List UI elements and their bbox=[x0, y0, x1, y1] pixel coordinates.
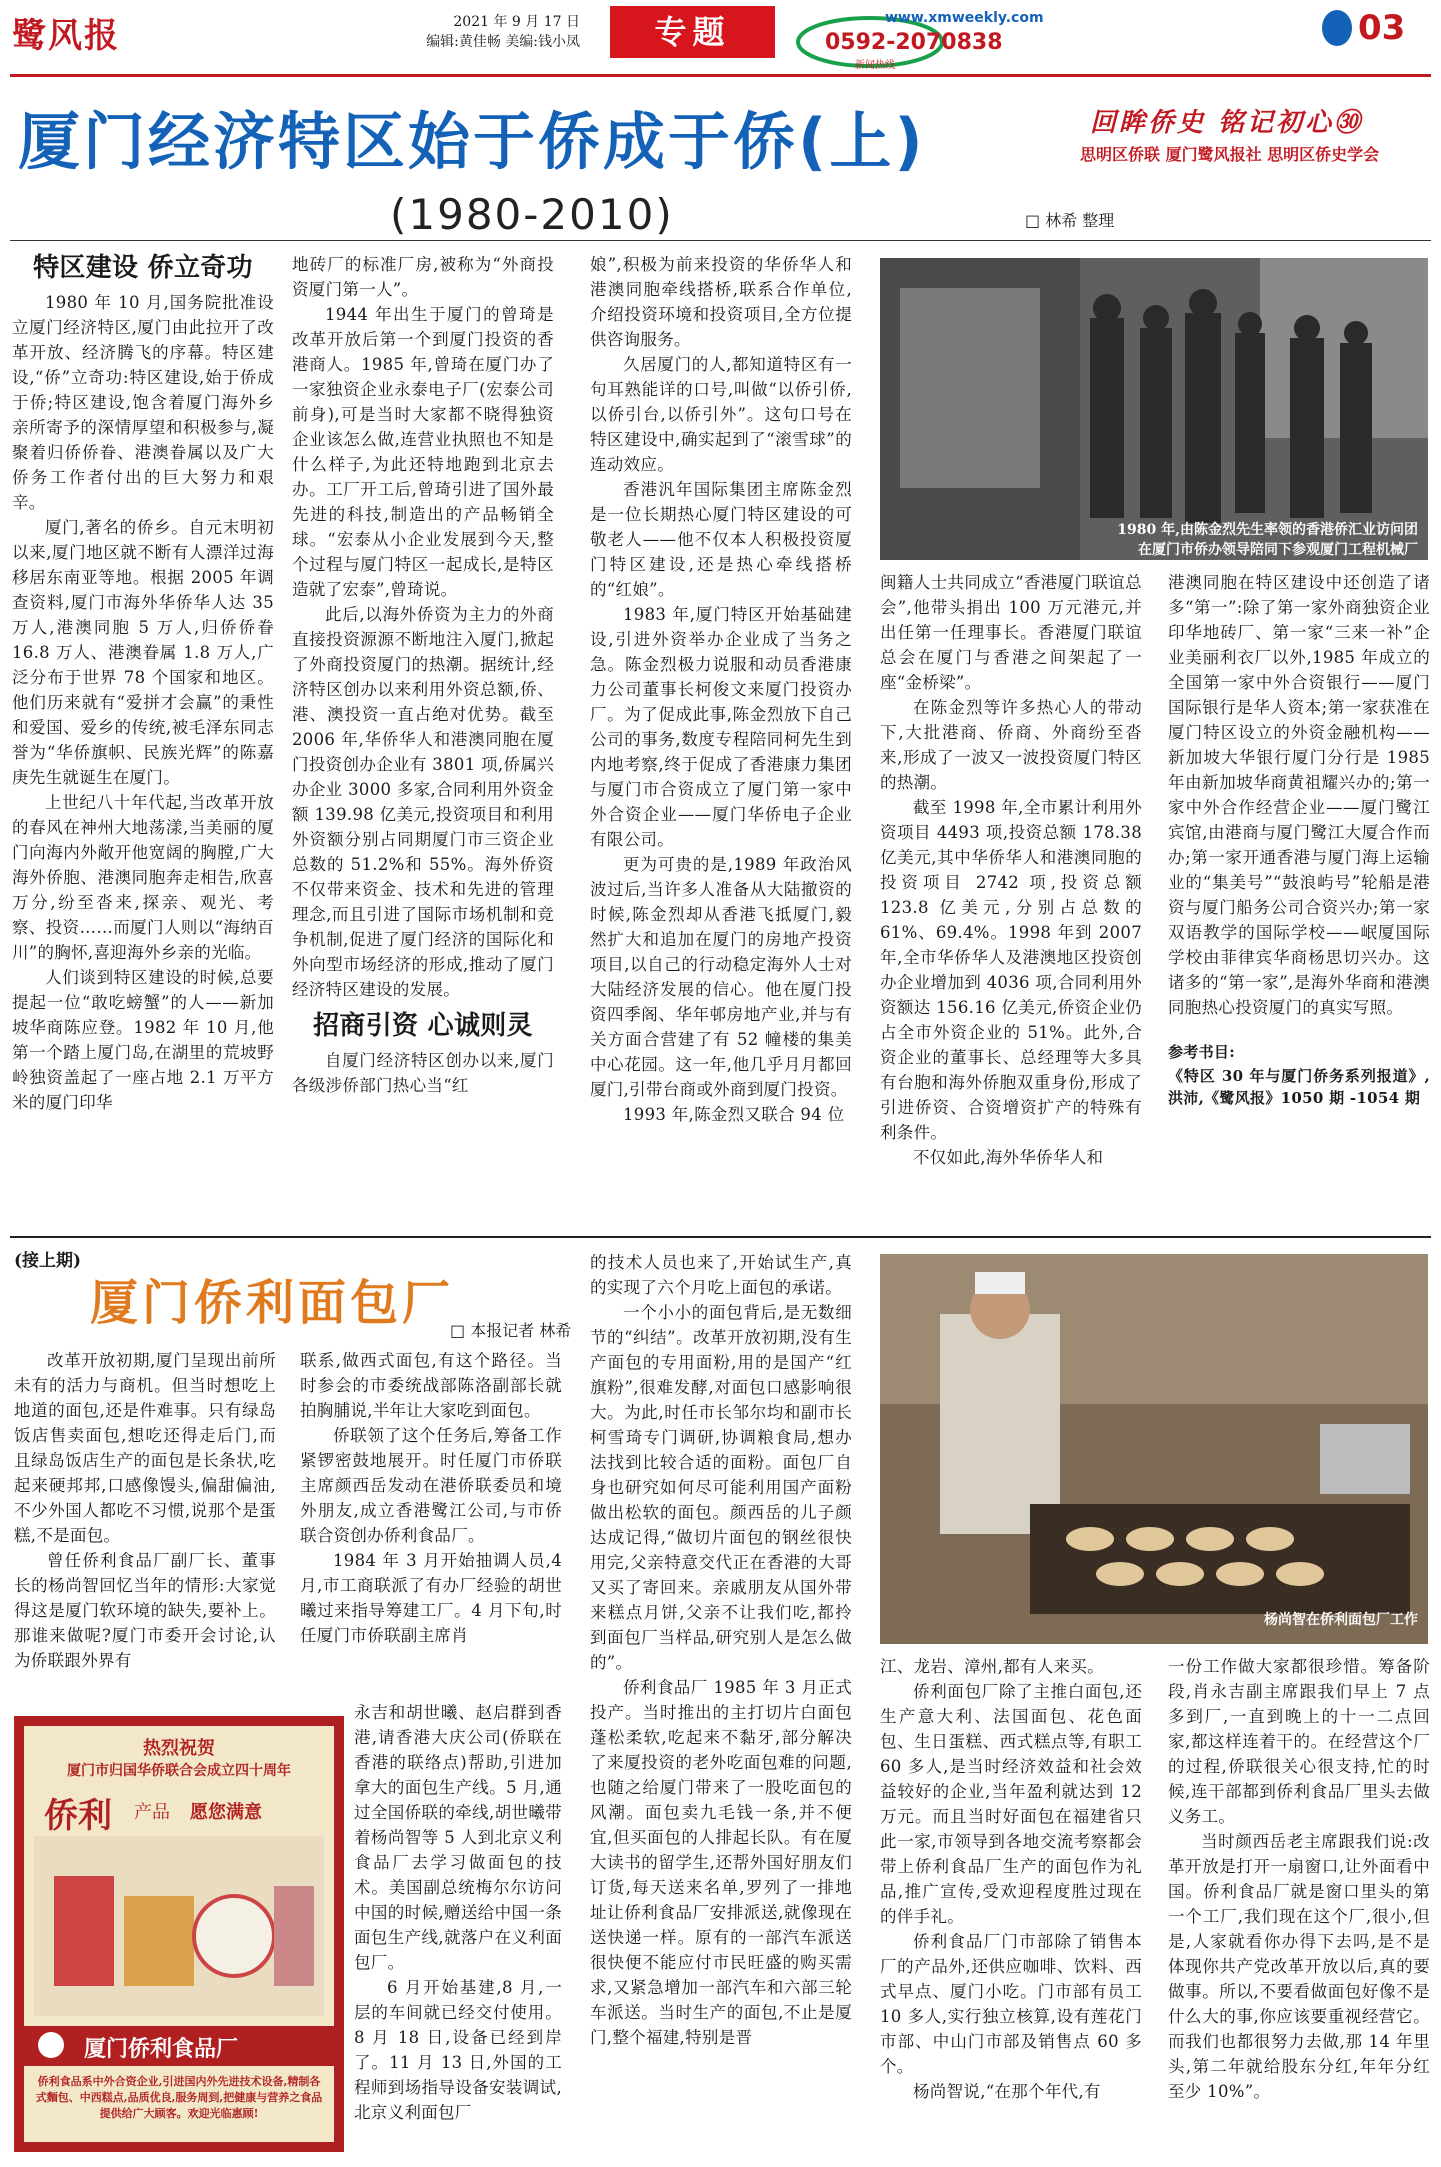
paragraph: 1980 年 10 月,国务院批准设立厦门经济特区,厦门由此拉开了改革开放、经济腾飞的序幕。特区建设,“侨”立奇功:特区建设,始于侨成于侨;特区建设,饱含着厦门海外乡亲所寄予的深情厚望和积极参与,凝聚着归侨侨眷、港澳眷属以及广大侨务工作者付出的巨大努力和艰辛。 bbox=[12, 293, 274, 512]
article1-column-2 bbox=[292, 252, 554, 1098]
ad-company-name: 厦门侨利食品厂 bbox=[84, 2036, 239, 2062]
article1-column-3 bbox=[590, 252, 852, 1127]
paragraph: 一个小小的面包背后,是无数细节的“纠结”。改革开放初期,没有生产面包的专用面粉,用的是国产“红旗粉”,很难发酵,对面包口感影响很大。为此,时任市长邹尔均和副市长柯雪琦专门调研,协调粮食局,想办法找到比较合适的面粉。面包厂自身也研究如何尽可能利用国产面粉做出松软的面包。颜西岳的儿子颜达成记得,“做切片面包的钢丝很快用完,父亲特意交代正在香港的大哥又买了寄回来。亲戚朋友从国外带来糕点月饼,父亲不让我们吃,都拎到面包厂当样品,研究别人是怎么做的”。 bbox=[590, 1303, 852, 1672]
paragraph: 一份工作做大家都很珍惜。筹备阶段,肖永吉副主席跟我们早上 7 点多到厂,一直到晚上的十一二点回家,都这样连着干的。在经营这个厂的过程,侨联很关心很支持,忙的时候,连干部都到侨利食品厂里头去做义务工。 bbox=[1168, 1657, 1430, 1826]
paragraph: 侨利面包厂除了主推白面包,还生产意大利、法国面包、花色面包、生日蛋糕、西式糕点等,有职工 60 多人,是当时经济效益和社会效益较好的企业,当年盈利就达到 12 万元。而且当时好面包在福建省只此一家,市领导到各地交流考察都会带上侨利食品厂生产的面包作为礼品,推广宣传,受欢迎程度胜过现在的伴手礼。 bbox=[880, 1682, 1142, 1926]
issue-meta bbox=[420, 12, 580, 52]
paragraph: 1983 年,厦门特区开始基础建设,引进外资举办企业成了当务之急。陈金烈极力说服和动员香港康力公司董事长柯俊文来厦门投资办厂。为了促成此事,陈金烈放下自己公司的事务,数度专程陪同柯先生到内地考察,终于促成了香港康力集团与厦门市合资成立了厦门第一家中外合资企业——厦门华侨电子企业有限公司。 bbox=[590, 605, 852, 849]
paragraph: 上世纪八十年代起,当改革开放的春风在神州大地荡漾,当美丽的厦门向海内外敞开他宽阔的胸膛,广大海外侨胞、港澳同胞奔走相告,欣喜万分,纷至沓来,探亲、观光、考察、投资……而厦门人则以“海纳百川”的胸怀,喜迎海外乡亲的光临。 bbox=[12, 793, 274, 962]
paragraph: 在陈金烈等许多热心人的带动下,大批港商、侨商、外商纷至沓来,形成了一波又一波投资厦门特区的热潮。 bbox=[880, 698, 1142, 792]
paragraph: 侨利食品厂 1985 年 3 月正式投产。当时推出的主打切片白面包蓬松柔软,吃起来不黏牙,部分解决了来厦投资的老外吃面包难的问题,也随之给厦门带来了一股吃面包的风潮。面包卖九毛钱一条,并不便宜,但买面包的人排起长队。有在厦大读书的留学生,还帮外国好朋友们订货,每天送来名单,罗列了一排地址让侨利食品厂安排派送,就像现在送快递一样。原有的一部汽车派送很快便不能应付市民旺盛的购买需求,又紧急增加一部汽车和六部三轮车派送。当时生产的面包,不止是厦门,整个福建,特别是晋 bbox=[590, 1678, 852, 2047]
paragraph: 人们谈到特区建设的时候,总要提起一位“敢吃螃蟹”的人——新加坡华商陈应登。1982 年 10 月,他第一个踏上厦门岛,在湖里的荒坡野岭独资盖起了一座占地 2.1 万平方米的厦门印华 bbox=[12, 968, 274, 1112]
ad-company-bar bbox=[24, 2026, 334, 2066]
hotline-number: 0592-2070838 bbox=[825, 30, 1003, 55]
paragraph: 侨利食品厂门市部除了销售本厂的产品外,还供应咖啡、饮料、西式早点、厦门小吃。门市部有员工 10 多人,实行独立核算,设有莲花门市部、中山门市部及销售点 60 多个。 bbox=[880, 1932, 1142, 2076]
photo-caption bbox=[898, 520, 1418, 560]
page-number: 03 bbox=[1358, 8, 1406, 48]
caption-line: 在厦门市侨办领导陪同下参观厦门工程机械厂 bbox=[1138, 542, 1418, 558]
paragraph: 1984 年 3 月开始抽调人员,4 月,市工商联派了有办厂经验的胡世曦过来指导筹建工厂。4 月下旬,时任厦门市侨联副主席肖 bbox=[300, 1551, 562, 1645]
article2-column-4 bbox=[880, 1654, 1142, 2104]
paragraph: 此后,以海外侨资为主力的外商直接投资源源不断地注入厦门,掀起了外商投资厦门的热潮。据统计,经济特区创办以来利用外资总额,侨、港、澳投资一直占绝对优势。截至 2006 年,华侨华人和港澳同胞在厦门投资创办企业有 3801 项,侨属兴办企业 3000 多家,合同利用外资金额 139.98 亿美元,投资项目和利用外资额分别占同期厦门市三资企业总数的 51.2%和 55%。海外侨资不仅带来资金、技术和先进的管理理念,而且引进了国际市场机制和竞争机制,促进了厦门经济的国际化和外向型市场经济的形成,推动了厦门经济特区建设的发展。 bbox=[292, 605, 554, 999]
organizers: 思明区侨联 厦门鹭风报社 思明区侨史学会 bbox=[1080, 145, 1380, 164]
issue-date: 2021 年 9 月 17 日 bbox=[453, 14, 580, 30]
ad-brand: 侨利 bbox=[44, 1796, 112, 1836]
references: 《特区 30 年与厦门侨务系列报道》,洪沛,《鹭风报》1050 期 -1054 期 bbox=[1168, 1067, 1430, 1107]
paragraph: 改革开放初期,厦门呈现出前所未有的活力与商机。但当时想吃上地道的面包,还是件难事。只有绿岛饭店售卖面包,想吃还得走后门,而且绿岛饭店生产的面包是长条状,吃起来硬邦邦,口感像馒头,偏甜偏油,不少外国人都吃不习惯,说那个是蛋糕,不是面包。 bbox=[14, 1351, 276, 1545]
article1-photo bbox=[880, 258, 1428, 560]
article1-column-1 bbox=[12, 250, 274, 1115]
paragraph: 当时颜西岳老主席跟我们说:改革开放是打开一扇窗口,让外面看中国。侨利食品厂就是窗口里头的第一个工厂,我们现在这个厂,很小,但是,人家就看你办得下去吗,是不是体现你共产党改革开放以后,真的要做事。所以,不要看做面包好像不是什么大的事,你应该要重视经营它。而我们也都很努力去做,那 14 年里头,第二年就给股东分红,年年分红至少 10%”。 bbox=[1168, 1832, 1430, 2101]
anniversary-advertisement bbox=[14, 1716, 344, 2152]
article-period: (1980-2010) bbox=[390, 190, 674, 239]
company-logo-icon bbox=[38, 2032, 64, 2058]
page-emblem-icon bbox=[1322, 10, 1352, 46]
paragraph: 更为可贵的是,1989 年政治风波过后,当许多人准备从大陆撤资的时候,陈金烈却从香港飞抵厦门,毅然扩大和追加在厦门的房地产投资项目,以自己的行动稳定海外人士对大陆经济发展的信心。他在厦门投资四季阁、华年邨房地产业,并与有关方面合营建了有 52 幢楼的集美中心花园。这一年,他几乎月月都回厦门,引带台商或外商到厦门投资。 bbox=[590, 855, 852, 1099]
newspaper-logo: 鹭风报 bbox=[12, 16, 120, 56]
article2-photo bbox=[880, 1254, 1428, 1644]
hotline-label: 新闻热线 bbox=[855, 60, 895, 71]
section-heading: 招商引资 心诚则灵 bbox=[313, 1011, 533, 1041]
paragraph: 厦门,著名的侨乡。自元末明初以来,厦门地区就不断有人漂洋过海移居东南亚等地。根据 2005 年调查资料,厦门市海外华侨华人达 35 万人,港澳同胞 5 万人,归侨侨眷 16.8 万人、港澳眷属 1.8 万人,广泛分布于世界 78 个国家和地区。他们历来就有“爱拼才会赢”的秉性和爱国、爱乡的传统,被毛泽东同志誉为“华侨旗帜、民族光辉”的陈嘉庚先生就诞生在厦门。 bbox=[12, 518, 274, 787]
article-byline: □ 林希 整理 bbox=[1025, 211, 1115, 230]
photo-caption: 杨尚智在侨利面包厂工作 bbox=[1264, 1612, 1418, 1628]
paragraph: 联系,做西式面包,有这个路径。当时参会的市委统战部陈洛副部长就拍胸脯说,半年让大家吃到面包。 bbox=[300, 1351, 562, 1420]
paragraph: 香港汎年国际集团主席陈金烈是一位长期热心厦门特区建设的可敬老人——他不仅本人积极投资厦门特区建设,还是热心牵线搭桥的“红娘”。 bbox=[590, 480, 852, 599]
ad-footer-text: 侨利食品系中外合资企业,引进国内外先进技术设备,精制各式麵包、中西糕点,品质优良,服务周到,把健康与营养之食品提供给广大顾客。欢迎光临惠顾! bbox=[35, 2075, 323, 2120]
delegation-photo-icon bbox=[880, 258, 1428, 560]
paragraph: 永吉和胡世曦、赵启群到香港,请香港大庆公司(侨联在香港的联络点)帮助,引进加拿大的面包生产线。5 月,通过全国侨联的牵线,胡世曦带着杨尚智等 5 人到北京义利食品厂去学习做面包的技术。美国副总统梅尔尔访问中国的时候,赠送给中国一条面包生产线,就落户在义利面包厂。 bbox=[354, 1703, 562, 1972]
article2-column-3 bbox=[590, 1250, 852, 2050]
paragraph: 娘”,积极为前来投资的华侨华人和港澳同胞牵线搭桥,联系合作单位,介绍投资环境和投资项目,全方位提供咨询服务。 bbox=[590, 255, 852, 349]
series-title: 回眸侨史 铭记初心㉚ bbox=[1090, 108, 1364, 138]
paragraph: 曾任侨利食品厂副厂长、董事长的杨尚智回忆当年的情形:大家觉得这是厦门软环境的缺失,要补上。那谁来做呢?厦门市委开会讨论,认为侨联跟外界有 bbox=[14, 1551, 276, 1670]
masthead-rule bbox=[10, 74, 1431, 77]
product-display-icon bbox=[34, 1836, 324, 2016]
bakery-photo-icon bbox=[880, 1254, 1428, 1644]
article2-byline: □ 本报记者 林希 bbox=[450, 1321, 572, 1340]
ad-slogan: 愿您满意 bbox=[190, 1802, 262, 1823]
paragraph: 久居厦门的人,都知道特区有一句耳熟能详的口号,叫做“以侨引侨,以侨引台,以侨引外”。这句口号在特区建设中,确实起到了“滚雪球”的连动效应。 bbox=[590, 355, 852, 474]
article2-column-2 bbox=[300, 1348, 562, 1648]
paragraph: 港澳同胞在特区建设中还创造了诸多“第一”:除了第一家外商独资企业印华地砖厂、第一家“三来一补”企业美丽利衣厂以外,1985 年成立的全国第一家中外合资银行——厦门国际银行是华人资本;第一家获准在厦门特区设立的外资金融机构——新加坡大华银行厦门分行是 1985 年由新加坡华商黄祖耀兴办的;第一家中外合作经营企业——厦门鹭江宾馆,由港商与厦门鹭江大厦合作而办;第一家开通香港与厦门海上运输业的“集美号”“鼓浪屿号”轮船是港资与厦门船务公司合资兴办;第一家双语教学的国际学校——岷厦国际学校由菲律宾华商杨思切兴办。这诸多的“第一家”,是海外华商和港澳同胞热心投资厦门的真实写照。 bbox=[1168, 573, 1430, 1017]
hotline-block bbox=[795, 8, 1095, 71]
section-badge: 专题 bbox=[610, 6, 775, 58]
website-url[interactable]: www.xmweekly.com bbox=[885, 10, 1044, 26]
header-rule bbox=[10, 240, 1431, 241]
paragraph: 地砖厂的标准厂房,被称为“外商投资厦门第一人”。 bbox=[292, 255, 554, 299]
paragraph: 江、龙岩、漳州,都有人来买。 bbox=[880, 1657, 1104, 1676]
article2-column-1 bbox=[14, 1348, 276, 1673]
article2-column-2b bbox=[354, 1700, 562, 2125]
ad-heading: 热烈祝贺 bbox=[143, 1738, 215, 1759]
article-title: 厦门经济特区始于侨成于侨(上) bbox=[18, 105, 926, 178]
paragraph: 闽籍人士共同成立“香港厦门联谊总会”,他带头捐出 100 万元港元,并出任第一任理事长。香港厦门联谊总会在厦门与香港之间架起了一座“金桥梁”。 bbox=[880, 573, 1142, 692]
ad-panel bbox=[24, 1726, 334, 2142]
article1-column-4 bbox=[880, 570, 1142, 1170]
continued-tag: (接上期) bbox=[14, 1251, 82, 1271]
article2-title: 厦门侨利面包厂 bbox=[90, 1275, 455, 1331]
paragraph: 自厦门经济特区创办以来,厦门各级涉侨部门热心当“红 bbox=[292, 1051, 554, 1095]
paragraph: 不仅如此,海外华侨华人和 bbox=[913, 1148, 1104, 1167]
paragraph: 6 月开始基建,8 月,一层的车间就已经交付使用。8 月 18 日,设备已经到岸了。11 月 13 日,外国的工程师到场指导设备安装调试,北京义利面包厂 bbox=[354, 1978, 562, 2122]
paragraph: 1944 年出生于厦门的曾琦是改革开放后第一个到厦门投资的香港商人。1985 年,曾琦在厦门办了一家独资企业永泰电子厂(宏泰公司前身),可是当时大家都不晓得独资企业该怎么做,连营业执照也不知是什么样子,为此还特地跑到北京去办。工厂开工后,曾琦引进了国外最先进的科技,制造出的产品畅销全球。“宏泰从小企业发展到今天,整个过程与厦门特区一起成长,是特区造就了宏泰”,曾琦说。 bbox=[292, 305, 554, 599]
article2-column-5 bbox=[1168, 1654, 1430, 2104]
article1-column-5 bbox=[1168, 570, 1430, 1109]
paragraph: 1993 年,陈金烈又联合 94 位 bbox=[623, 1105, 845, 1124]
paragraph: 截至 1998 年,全市累计利用外资项目 4493 项,投资总额 178.38 亿美元,其中华侨华人和港澳同胞的投资项目 2742 项,投资总额 123.8 亿美元,分别占总数的 61%、69.4%。1998 年到 2007 年,全市华侨华人及港澳地区投资创办企业增加到 4036 项,合同利用外资额达 156.16 亿美元,侨资企业仍占全市外资企业的 51%。此外,合资企业的董事长、总经理等大多具有台胞和海外侨胞双重身份,形成了引进侨资、合资增资扩产的特殊有利条件。 bbox=[880, 798, 1142, 1142]
references-title: 参考书目: bbox=[1168, 1043, 1236, 1061]
caption-line: 1980 年,由陈金烈先生率领的香港侨汇业访问团 bbox=[1117, 522, 1418, 538]
ad-slogan-product: 产品 bbox=[134, 1802, 170, 1823]
paragraph: 杨尚智说,“在那个年代,有 bbox=[913, 2082, 1101, 2101]
editor-credits: 编辑:黄佳畅 美编:钱小凤 bbox=[426, 34, 580, 50]
paragraph: 侨联领了这个任务后,筹备工作紧锣密鼓地展开。时任厦门市侨联主席颜西岳发动在港侨联委员和境外朋友,成立香港鹭江公司,与市侨联合资创办侨利食品厂。 bbox=[300, 1426, 562, 1545]
section-heading: 特区建设 侨立奇功 bbox=[33, 253, 253, 283]
ad-subheading: 厦门市归国华侨联合会成立四十周年 bbox=[67, 1763, 291, 1779]
story-divider bbox=[10, 1236, 1431, 1238]
paragraph: 的技术人员也来了,开始试生产,真的实现了六个月吃上面包的承诺。 bbox=[590, 1253, 852, 1297]
